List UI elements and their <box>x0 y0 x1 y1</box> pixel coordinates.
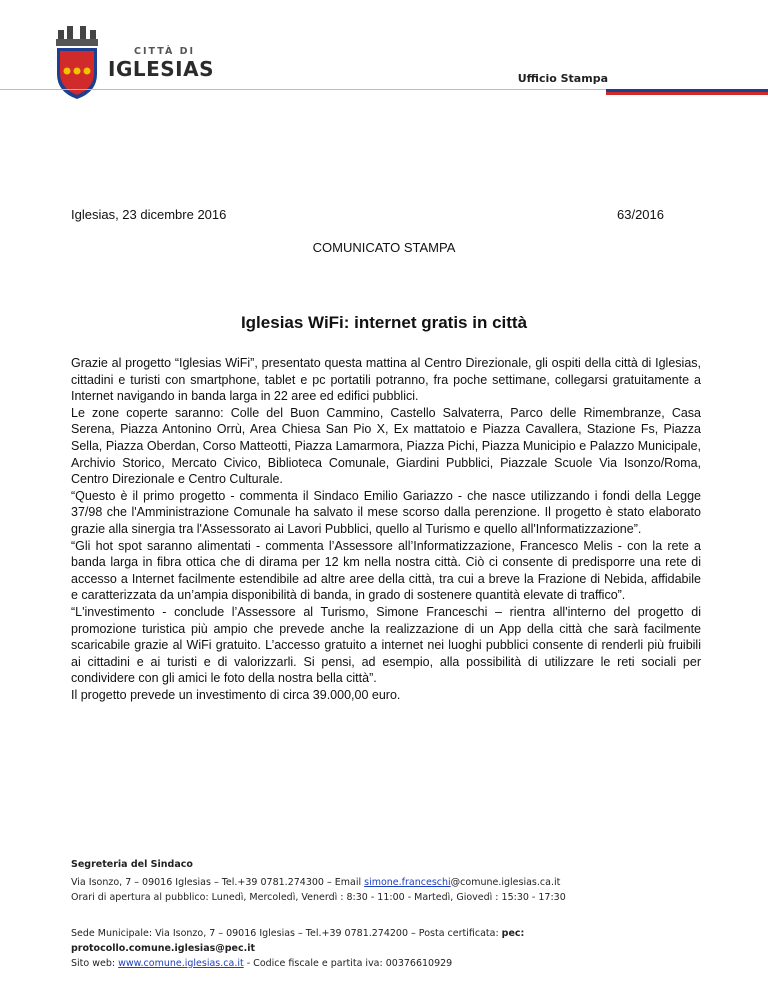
logo-small-text: CITTÀ DI <box>134 46 196 57</box>
footer-segreteria <box>71 857 711 905</box>
press-release-body <box>71 355 701 703</box>
sede-address <box>71 926 711 956</box>
email-domain: @comune.iglesias.ca.it <box>450 877 561 888</box>
office-label: Ufficio Stampa <box>517 72 608 85</box>
paragraph: Il progetto prevede un investimento di circa 39.000,00 euro. <box>71 687 401 702</box>
paragraph: “Questo è il primo progetto - commenta il Sindaco Emilio Gariazzo - che nasce utilizzando i fondi della Legge 37/98 che l'Amministrazione Comunale ha salvato il mese scorso dalla perenzione. Il progetto è stato elaborato grazie alla sinergia tra l'Assessorato ai Lavori Pubblici, quello al Turismo e quello all'Informatizzazione”. <box>71 488 701 536</box>
tax-code: - Codice fiscale e partita iva: 00376610929 <box>243 958 453 969</box>
protocol-number: 63/2016 <box>617 207 664 222</box>
document-type: COMUNICATO STAMPA <box>312 240 456 255</box>
dateline: Iglesias, 23 dicembre 2016 <box>71 207 227 222</box>
paragraph: “L'investimento - conclude l’Assessore al Turismo, Simone Franceschi – rientra all'interno del progetto di promozione turistica più ampio che prevede anche la realizzazione di un App della città che sarà facilmente scaricabile grazie al WiFi gratuito. L’accesso gratuito a internet nei luoghi pubblici consente di renderli più fruibili ai cittadini e ai turisti e di valorizzarli. Si pensi, ad esempio, alla possibilità di utilizzare le reti sociali per condividere con gli amici le foto della nostra bella città”. <box>71 604 701 686</box>
website-link[interactable]: www.comune.iglesias.ca.it <box>118 958 244 969</box>
page-title: Iglesias WiFi: internet gratis in città <box>240 313 528 332</box>
segreteria-title: Segreteria del Sindaco <box>71 859 193 870</box>
segreteria-address <box>71 875 711 890</box>
pec-address: pec: protocollo.comune.iglesias@pec.it <box>71 928 525 954</box>
paragraph: “Gli hot spot saranno alimentati - commenta l’Assessore all’Informatizzazione, Francesco Melis - con la rete a banda larga in fibra ottica che di dirama per 12 km nella nostra città. Ciò ci consente di predisporre una rete di accesso a Internet facilmente estendibile ad altre aree della città, tra cui a breve la Frazione di Nebida, affidabile e caratterizzata da un’ampia disponibilità di banda, in grado di sostenere quantità elevate di traffico”. <box>71 538 701 603</box>
header-divider <box>0 89 768 96</box>
opening-hours: Orari di apertura al pubblico: Lunedì, Mercoledì, Venerdì : 8:30 - 11:00 - Martedì, Giovedì : 15:30 - 17:30 <box>71 892 566 903</box>
website-line <box>71 956 711 971</box>
logo-big-text: IGLESIAS <box>108 57 214 81</box>
email-link[interactable]: simone.franceschi <box>364 877 451 888</box>
website-prefix: Sito web: <box>71 958 119 969</box>
sede-text: Sede Municipale: Via Isonzo, 7 – 09016 Iglesias – Tel.+39 0781.274200 – Posta certificata: <box>71 928 502 939</box>
footer-sede <box>71 926 711 971</box>
paragraph: Le zone coperte saranno: Colle del Buon Cammino, Castello Salvaterra, Parco delle Rimembranze, Casa Serena, Piazza Antonino Orrù, Area Chiesa San Pio X, Ex mattatoio e Piazza Cavallera, Stazione Fs, Piazza Sella, Piazza Oberdan, Corso Matteotti, Piazza Lamarmora, Piazza Pichi, Piazza Municipio e Palazzo Municipale, Archivio Storico, Mercato Civico, Biblioteca Comunale, Giardini Pubblici, Piazzale Scuole Via Isonzo/Roma, Centro Direzionale e Centro Culturale. <box>71 405 701 487</box>
paragraph: Grazie al progetto “Iglesias WiFi”, presentato questa mattina al Centro Direzionale, gli ospiti della città di Iglesias, cittadini e turisti con smartphone, tablet e pc portatili potranno, fra poche settimane, collegarsi gratuitamente a Internet navigando in banda larga in 22 aree ed edifici pubblici. <box>71 356 701 404</box>
address-text: Via Isonzo, 7 – 09016 Iglesias – Tel.+39 0781.274300 – Email <box>71 877 365 888</box>
